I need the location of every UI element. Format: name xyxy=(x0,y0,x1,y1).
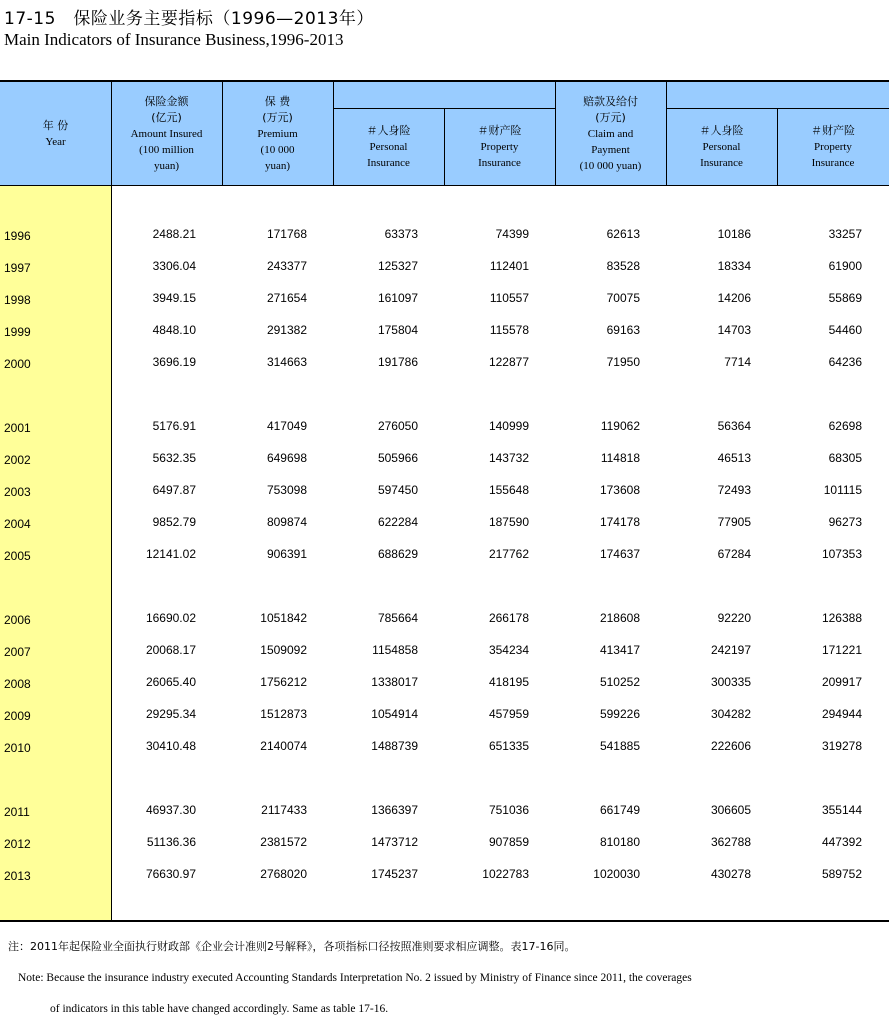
value-cell-premium: 753098 xyxy=(266,483,307,497)
header-claim-property-en2: Insurance xyxy=(811,156,855,169)
header-amount-unit: (亿元) xyxy=(151,110,182,124)
value-cell-prem-personal: 1054914 xyxy=(371,707,418,721)
header-claim-personal-cn: ＃人身险 xyxy=(699,123,744,137)
header-premium-en2: (10 000 xyxy=(260,143,295,156)
year-cell: 2005 xyxy=(4,549,31,563)
year-cell: 2009 xyxy=(4,709,31,723)
value-cell-prem-property: 354234 xyxy=(488,643,529,657)
value-cell-claim: 541885 xyxy=(599,739,640,753)
value-cell-claim-property: 62698 xyxy=(828,419,862,433)
value-cell-prem-property: 115578 xyxy=(489,323,529,337)
value-cell-claim-personal: 242197 xyxy=(710,643,751,657)
value-cell-claim-property: 64236 xyxy=(828,355,862,369)
year-cell: 1996 xyxy=(4,229,31,243)
value-cell-claim-property: 319278 xyxy=(821,739,862,753)
value-cell-claim-property: 171221 xyxy=(821,643,862,657)
header-premium-property xyxy=(444,108,555,185)
value-cell-claim-personal: 304282 xyxy=(710,707,751,721)
value-cell-premium: 2117433 xyxy=(261,803,307,817)
value-cell-claim: 510252 xyxy=(599,675,640,689)
value-cell-amount: 30410.48 xyxy=(145,739,196,753)
value-cell-claim: 174637 xyxy=(599,547,640,561)
value-cell-claim-property: 61900 xyxy=(828,259,862,273)
value-cell-claim-personal: 92220 xyxy=(717,611,751,625)
year-cell: 2011 xyxy=(4,805,30,819)
value-cell-prem-personal: 125327 xyxy=(377,259,418,273)
value-cell-claim-property: 33257 xyxy=(828,227,862,241)
header-prem-personal-en2: Insurance xyxy=(367,156,410,169)
value-cell-prem-personal: 1154858 xyxy=(372,643,418,657)
value-cell-prem-personal: 1488739 xyxy=(371,739,418,753)
header-amount-en1: Amount Insured xyxy=(130,127,203,140)
header-premium-unit: (万元) xyxy=(262,110,293,124)
header-prem-property-cn: ＃财产险 xyxy=(477,123,522,137)
value-cell-premium: 2768020 xyxy=(260,867,307,881)
year-cell: 1998 xyxy=(4,293,31,307)
value-cell-premium: 1512873 xyxy=(260,707,307,721)
value-cell-prem-property: 457959 xyxy=(488,707,529,721)
page-title-cn: 17-15 保险业务主要指标（1996—2013年） xyxy=(4,9,374,29)
value-cell-claim-personal: 362788 xyxy=(710,835,751,849)
value-cell-prem-property: 74399 xyxy=(495,227,529,241)
value-cell-claim-personal: 7714 xyxy=(724,355,751,369)
header-year-cn: 年 份 xyxy=(42,118,69,132)
value-cell-amount: 26065.40 xyxy=(145,675,196,689)
value-cell-premium: 2140074 xyxy=(260,739,307,753)
value-cell-claim-personal: 67284 xyxy=(717,547,751,561)
value-cell-claim: 661749 xyxy=(599,803,640,817)
value-cell-premium: 291382 xyxy=(266,323,307,337)
value-cell-claim: 1020030 xyxy=(593,867,640,881)
value-cell-amount: 46937.30 xyxy=(145,803,196,817)
value-cell-claim: 119062 xyxy=(600,419,640,433)
value-cell-amount: 4848.10 xyxy=(152,323,196,337)
value-cell-prem-property: 751036 xyxy=(488,803,529,817)
value-cell-claim-property: 209917 xyxy=(821,675,862,689)
header-year xyxy=(0,82,111,185)
header-premium-en3: yuan) xyxy=(264,159,291,172)
value-cell-claim-property: 447392 xyxy=(821,835,862,849)
value-cell-premium: 649698 xyxy=(266,451,307,465)
value-cell-claim-personal: 72493 xyxy=(717,483,751,497)
value-cell-amount: 3696.19 xyxy=(152,355,196,369)
value-cell-claim-property: 126388 xyxy=(821,611,862,625)
value-cell-prem-property: 266178 xyxy=(488,611,529,625)
value-cell-prem-personal: 63373 xyxy=(384,227,418,241)
footnote-en-line1: Note: Because the insurance industry executed Accounting Standards Interpretation No. 2 issued by Ministry of Finance since 2011, the coverages xyxy=(18,972,692,984)
value-cell-claim: 810180 xyxy=(599,835,640,849)
value-cell-amount: 20068.17 xyxy=(145,643,196,657)
value-cell-prem-property: 140999 xyxy=(488,419,529,433)
value-cell-prem-property: 418195 xyxy=(488,675,529,689)
value-cell-premium: 243377 xyxy=(266,259,307,273)
value-cell-prem-personal: 1338017 xyxy=(371,675,418,689)
year-cell: 2002 xyxy=(4,453,31,467)
value-cell-prem-personal: 276050 xyxy=(377,419,418,433)
header-amount-insured xyxy=(111,82,222,185)
value-cell-prem-property: 143732 xyxy=(488,451,529,465)
value-cell-claim: 69163 xyxy=(606,323,640,337)
value-cell-amount: 6497.87 xyxy=(152,483,196,497)
value-cell-prem-property: 112401 xyxy=(489,259,529,273)
value-cell-claim: 71950 xyxy=(606,355,640,369)
value-cell-claim-personal: 18334 xyxy=(717,259,751,273)
header-premium-en1: Premium xyxy=(257,127,298,140)
value-cell-claim-personal: 222606 xyxy=(710,739,751,753)
value-cell-claim-property: 54460 xyxy=(828,323,862,337)
year-cell: 2001 xyxy=(4,421,31,435)
value-cell-claim: 114818 xyxy=(600,451,640,465)
year-cell: 2007 xyxy=(4,645,31,659)
header-premium-cn: 保 费 xyxy=(264,94,291,108)
value-cell-prem-personal: 1366397 xyxy=(371,803,418,817)
value-cell-claim: 174178 xyxy=(599,515,640,529)
header-claim-personal-en1: Personal xyxy=(702,140,741,153)
header-claim-personal xyxy=(666,108,777,185)
value-cell-claim: 218608 xyxy=(599,611,640,625)
value-cell-amount: 76630.97 xyxy=(145,867,196,881)
value-cell-claim-property: 55869 xyxy=(828,291,862,305)
header-prem-property-en1: Property xyxy=(480,140,519,153)
header-claim-en2: Payment xyxy=(591,143,630,156)
year-cell: 2008 xyxy=(4,677,31,691)
value-cell-claim-personal: 10186 xyxy=(717,227,751,241)
year-cell: 2004 xyxy=(4,517,31,531)
year-cell: 1999 xyxy=(4,325,31,339)
header-claim-property xyxy=(777,108,889,185)
header-amount-en2: (100 million xyxy=(139,143,194,156)
header-claim-unit: (万元) xyxy=(595,110,626,124)
year-cell: 2013 xyxy=(4,869,31,883)
value-cell-amount: 3306.04 xyxy=(152,259,196,273)
value-cell-claim: 70075 xyxy=(606,291,640,305)
value-cell-premium: 906391 xyxy=(266,547,307,561)
value-cell-claim: 599226 xyxy=(599,707,640,721)
value-cell-prem-property: 155648 xyxy=(488,483,529,497)
value-cell-claim-property: 355144 xyxy=(821,803,862,817)
table-bottom-rule xyxy=(0,920,889,922)
value-cell-claim-property: 107353 xyxy=(821,547,862,561)
value-cell-amount: 29295.34 xyxy=(145,707,196,721)
value-cell-prem-personal: 785664 xyxy=(377,611,418,625)
value-cell-premium: 314663 xyxy=(266,355,307,369)
value-cell-premium: 1509092 xyxy=(260,643,307,657)
value-cell-amount: 3949.15 xyxy=(152,291,196,305)
value-cell-prem-personal: 1745237 xyxy=(371,867,418,881)
value-cell-premium: 171768 xyxy=(266,227,307,241)
value-cell-claim-personal: 430278 xyxy=(710,867,751,881)
value-cell-amount: 12141.02 xyxy=(145,547,196,561)
value-cell-prem-property: 122877 xyxy=(488,355,529,369)
value-cell-prem-property: 651335 xyxy=(488,739,529,753)
value-cell-claim-personal: 14703 xyxy=(717,323,751,337)
value-cell-prem-personal: 161097 xyxy=(377,291,418,305)
value-cell-premium: 1756212 xyxy=(260,675,307,689)
value-cell-premium: 1051842 xyxy=(260,611,307,625)
value-cell-claim-property: 68305 xyxy=(828,451,862,465)
value-cell-premium: 809874 xyxy=(266,515,307,529)
value-cell-premium: 417049 xyxy=(266,419,307,433)
value-cell-premium: 271654 xyxy=(266,291,307,305)
year-cell: 2000 xyxy=(4,357,31,371)
value-cell-amount: 5632.35 xyxy=(152,451,196,465)
value-cell-claim-personal: 46513 xyxy=(717,451,751,465)
value-cell-claim-personal: 77905 xyxy=(717,515,751,529)
header-prem-property-en2: Insurance xyxy=(478,156,521,169)
value-cell-prem-personal: 175804 xyxy=(377,323,418,337)
value-cell-claim-property: 96273 xyxy=(828,515,862,529)
header-claim-cn: 赔款及给付 xyxy=(583,94,638,108)
value-cell-prem-personal: 505966 xyxy=(377,451,418,465)
value-cell-claim: 413417 xyxy=(599,643,640,657)
value-cell-prem-personal: 597450 xyxy=(377,483,418,497)
header-claim-en3: (10 000 yuan) xyxy=(579,159,642,172)
value-cell-amount: 2488.21 xyxy=(152,227,196,241)
year-cell: 2003 xyxy=(4,485,31,499)
year-cell: 2012 xyxy=(4,837,31,851)
header-premium-personal xyxy=(333,108,444,185)
value-cell-claim-property: 294944 xyxy=(821,707,862,721)
header-amount-cn: 保险金额 xyxy=(144,94,189,108)
value-cell-prem-property: 110557 xyxy=(489,291,529,305)
value-cell-prem-personal: 1473712 xyxy=(371,835,418,849)
header-claim-en1: Claim and xyxy=(587,127,634,140)
header-premium xyxy=(222,82,333,185)
value-cell-claim-personal: 14206 xyxy=(717,291,751,305)
year-cell: 2006 xyxy=(4,613,31,627)
value-cell-premium: 2381572 xyxy=(260,835,307,849)
value-cell-amount: 5176.91 xyxy=(152,419,196,433)
value-cell-claim-personal: 300335 xyxy=(710,675,751,689)
header-claim-property-cn: ＃财产险 xyxy=(811,123,855,137)
table-header-rule xyxy=(0,185,889,186)
value-cell-amount: 51136.36 xyxy=(146,835,196,849)
value-cell-prem-property: 217762 xyxy=(488,547,529,561)
value-cell-claim-personal: 56364 xyxy=(717,419,751,433)
value-cell-prem-personal: 622284 xyxy=(377,515,418,529)
year-cell: 1997 xyxy=(4,261,31,275)
header-prem-personal-cn: ＃人身险 xyxy=(366,123,411,137)
value-cell-claim-personal: 306605 xyxy=(710,803,751,817)
header-claim-personal-en2: Insurance xyxy=(700,156,743,169)
header-amount-en3: yuan) xyxy=(153,159,180,172)
value-cell-claim: 62613 xyxy=(606,227,640,241)
value-cell-prem-property: 1022783 xyxy=(482,867,529,881)
footnote-en-line2: of indicators in this table have changed accordingly. Same as table 17-16. xyxy=(50,1003,389,1015)
value-cell-amount: 16690.02 xyxy=(145,611,196,625)
header-claim-property-en1: Property xyxy=(814,140,852,153)
value-cell-claim: 173608 xyxy=(599,483,640,497)
header-prem-personal-en1: Personal xyxy=(369,140,408,153)
value-cell-prem-property: 187590 xyxy=(488,515,529,529)
header-claim xyxy=(555,82,666,185)
value-cell-claim-property: 589752 xyxy=(821,867,862,881)
value-cell-prem-personal: 688629 xyxy=(377,547,418,561)
column-divider xyxy=(111,82,112,920)
value-cell-claim: 83528 xyxy=(606,259,640,273)
footnote-cn: 注：2011年起保险业全面执行财政部《企业会计准则2号解释》，各项指标口径按照准则要求相应调整。表17-16同。 xyxy=(8,940,576,953)
year-cell: 2010 xyxy=(4,741,31,755)
value-cell-amount: 9852.79 xyxy=(152,515,196,529)
value-cell-claim-property: 101115 xyxy=(823,483,862,497)
value-cell-prem-property: 907859 xyxy=(488,835,529,849)
page-title-en: Main Indicators of Insurance Business,1996-2013 xyxy=(4,30,344,49)
value-cell-prem-personal: 191786 xyxy=(377,355,418,369)
header-year-en: Year xyxy=(45,135,66,148)
